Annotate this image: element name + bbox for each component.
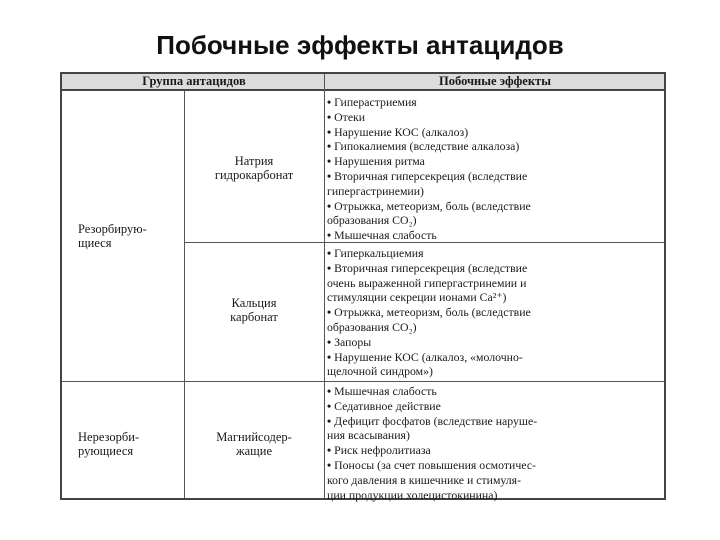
effect-item: • Седативное действие (327, 398, 441, 413)
subgroup-name-line: Кальция (231, 296, 277, 310)
effect-item-continuation: ния всасывания) (327, 428, 410, 443)
subgroup-name-line: гидрокарбонат (214, 168, 294, 182)
antacid-side-effects-table (60, 72, 666, 500)
subgroup-name-line: Натрия (234, 154, 274, 168)
effect-item-continuation: ции продукции холецистокинина) (327, 487, 498, 502)
effect-item-continuation: очень выраженной гипергастринемии и (327, 275, 527, 290)
effect-item: • Гипокалиемия (вследствие алкалоза) (327, 139, 520, 154)
effect-item-continuation: образования CO₂) (327, 213, 417, 228)
subgroup-magnesium-containing (186, 430, 322, 458)
header-effects: Побочные эффекты (439, 74, 551, 88)
group-name-line: щиеся (78, 236, 112, 250)
effects-sodium-bicarbonate (327, 95, 663, 243)
effect-item: • Отрыжка, метеоризм, боль (вследствие (327, 198, 531, 213)
subgroup-sodium-bicarbonate (186, 154, 322, 182)
grid-line-h-groups (62, 381, 664, 382)
effects-magnesium-containing (327, 384, 663, 502)
group-non-resorbable (78, 430, 178, 458)
group-name-line: рующиеся (78, 444, 134, 458)
effect-item: • Нарушения ритма (327, 154, 425, 169)
effect-item: • Нарушение КОС (алкалоз, «молочно- (327, 349, 523, 364)
group-name-line: Нерезорби- (78, 430, 140, 444)
grid-line-v2 (324, 74, 325, 498)
effect-item-continuation: гипергастринемии) (327, 183, 424, 198)
subgroup-name-line: жащие (235, 444, 273, 458)
effect-item: • Мышечная слабость (327, 384, 437, 398)
effect-item: • Дефицит фосфатов (вследствие наруше- (327, 413, 538, 428)
effect-item: • Запоры (327, 334, 372, 349)
page-title: Побочные эффекты антацидов (156, 30, 564, 60)
effect-item: • Гиперастриемия (327, 95, 417, 109)
table-header-row (62, 74, 664, 91)
effect-item: • Отрыжка, метеоризм, боль (вследствие (327, 305, 531, 320)
effect-item: • Отеки (327, 109, 366, 124)
header-group: Группа антацидов (142, 74, 246, 88)
effect-item: • Вторичная гиперсекреция (вследствие (327, 168, 528, 183)
effect-item-continuation: щелочной синдром») (327, 364, 433, 379)
effect-item: • Гиперкальциемия (327, 246, 424, 260)
effect-item: • Нарушение КОС (алкалоз) (327, 124, 469, 139)
effect-item-continuation: образования CO₂) (327, 319, 417, 334)
effect-item-continuation: кого давления в кишечнике и стимуля- (327, 472, 522, 487)
subgroup-calcium-carbonate (186, 296, 322, 324)
effect-item: • Мышечная слабость (327, 228, 437, 243)
effect-item-continuation: стимуляции секреции ионами Ca²⁺) (327, 290, 507, 305)
group-resorbable (78, 222, 178, 250)
effect-item: • Риск нефролитиаза (327, 443, 431, 458)
subgroup-name-line: карбонат (230, 310, 278, 324)
effect-item: • Поносы (за счет повышения осмотичес- (327, 457, 536, 472)
grid-line-v1 (184, 91, 185, 498)
subgroup-name-line: Магнийсодер- (216, 430, 292, 444)
effect-item: • Вторичная гиперсекреция (вследствие (327, 260, 528, 275)
effects-calcium-carbonate (327, 246, 663, 379)
group-name-line: Резорбирую- (78, 222, 147, 236)
